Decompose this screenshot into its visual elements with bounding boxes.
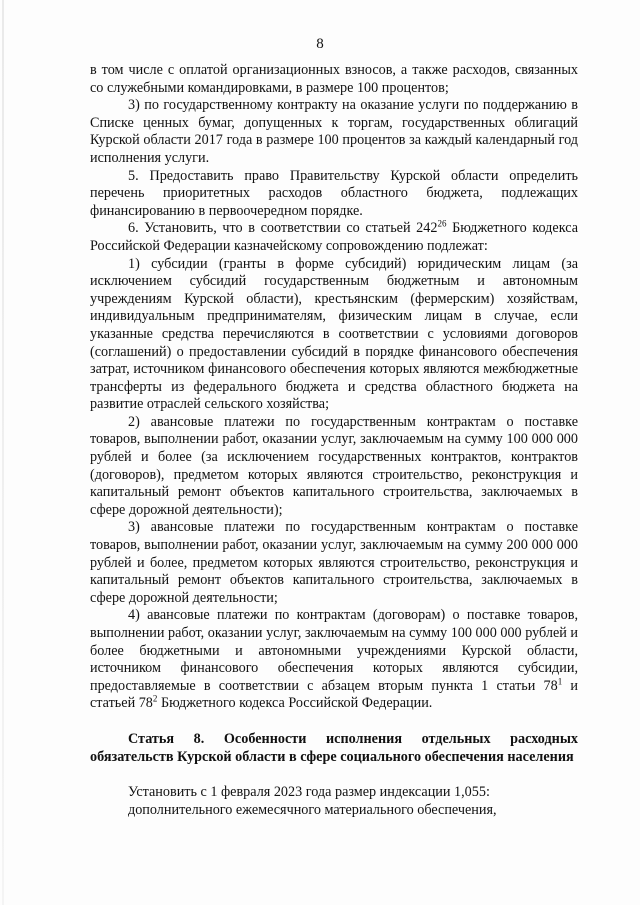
paragraph-point-6-text-a: 6. Установить, что в соответствии со статьей 242 [128, 220, 438, 237]
paragraph-subitem-4 [90, 607, 578, 713]
paragraph-point-6-text-b: Бюджетного кодекса Российской Федерации казначейскому сопровождению подлежат: [90, 220, 578, 254]
paragraph-item-3: 3) по государственному контракту на оказание услуги по поддержанию в Списке ценных бумаг, допущенных к торгам, государственных облигаций Курской области 2017 года в размере 100 процентов за каждый календарный год исполнения услуги. [90, 97, 578, 166]
paragraph-continuation: в том числе с оплатой организационных взносов, а также расходов, связанных со служебными командировками, в размере 100 процентов; [90, 62, 578, 96]
article-78-1-superscript: 1 [557, 676, 563, 687]
paragraph-point-5: 5. Предоставить право Правительству Курской области определить перечень приоритетных расходов областного бюджета, подлежащих финансированию в первоочередном порядке. [90, 167, 578, 219]
article-8-heading: Статья 8. Особенности исполнения отдельных расходных обязательств Курской области в сфере социального обеспечения населения [90, 730, 578, 765]
article-superscript: 26 [437, 218, 447, 229]
paragraph-subitem-4-text-c: Бюджетного кодекса Российской Федерации. [157, 695, 433, 712]
paragraph-subitem-3: 3) авансовые платежи по государственным контрактам о поставке товаров, выполнении работ, оказании услуг, заключаемым на сумму 200 000 000 рублей и более, предметом которых являются строительство, реконструкция и капитальный ремонт объектов капитального строительства, заключаемых в сфере дорожной деятельности; [90, 519, 578, 606]
paragraph-subitem-1: 1) субсидии (гранты в форме субсидий) юридическим лицам (за исключением субсидий государственным бюджетным и автономным учреждениям Курской области), крестьянским (фермерским) хозяйствам, индивидуальным предпринимателям, физическим лицам в случае, если указанные средства перечисляются в соответствии с условиями договоров (соглашений) о предоставлении субсидий в порядке финансового обеспечения затрат, источником финансового обеспечения которых являются межбюджетные трансферты из федерального бюджета и средства областного бюджета на развитие отраслей сельского хозяйства; [90, 255, 578, 413]
paragraph-indexation: Установить с 1 февраля 2023 года размер индексации 1,055: [128, 784, 490, 801]
paragraph-subitem-4-text-b: и статьей 78 [90, 677, 579, 712]
page-number: 8 [316, 36, 324, 52]
paragraph-subitem-2: 2) авансовые платежи по государственным контрактам о поставке товаров, выполнении работ, оказании услуг, заключаемым на сумму 100 000 000 рублей и более (за исключением государственных контрактов, контрактов (договоров), предметом которых являются строительство, реконструкция и капитальный ремонт объектов капитального строительства, заключаемых в сфере дорожной деятельности); [90, 413, 578, 518]
paragraph-subitem-4-text-a: 4) авансовые платежи по контрактам (договорам) о поставке товаров, выполнении работ, оказании услуг, заключаемым на сумму 100 000 000 рублей и более бюджетными и автономными учреждениями Курской области, источником финансового обеспечения которых являются субсидии, предоставляемые в соответствии с абзацем вторым пункта 1 статьи 78 [90, 607, 578, 694]
document-body [90, 62, 578, 819]
paragraph-point-6 [90, 220, 578, 255]
article-78-2-superscript: 2 [152, 693, 158, 704]
paragraph-additional-support: дополнительного ежемесячного материального обеспечения, [128, 801, 497, 818]
scan-edge-shadow [2, 0, 4, 905]
